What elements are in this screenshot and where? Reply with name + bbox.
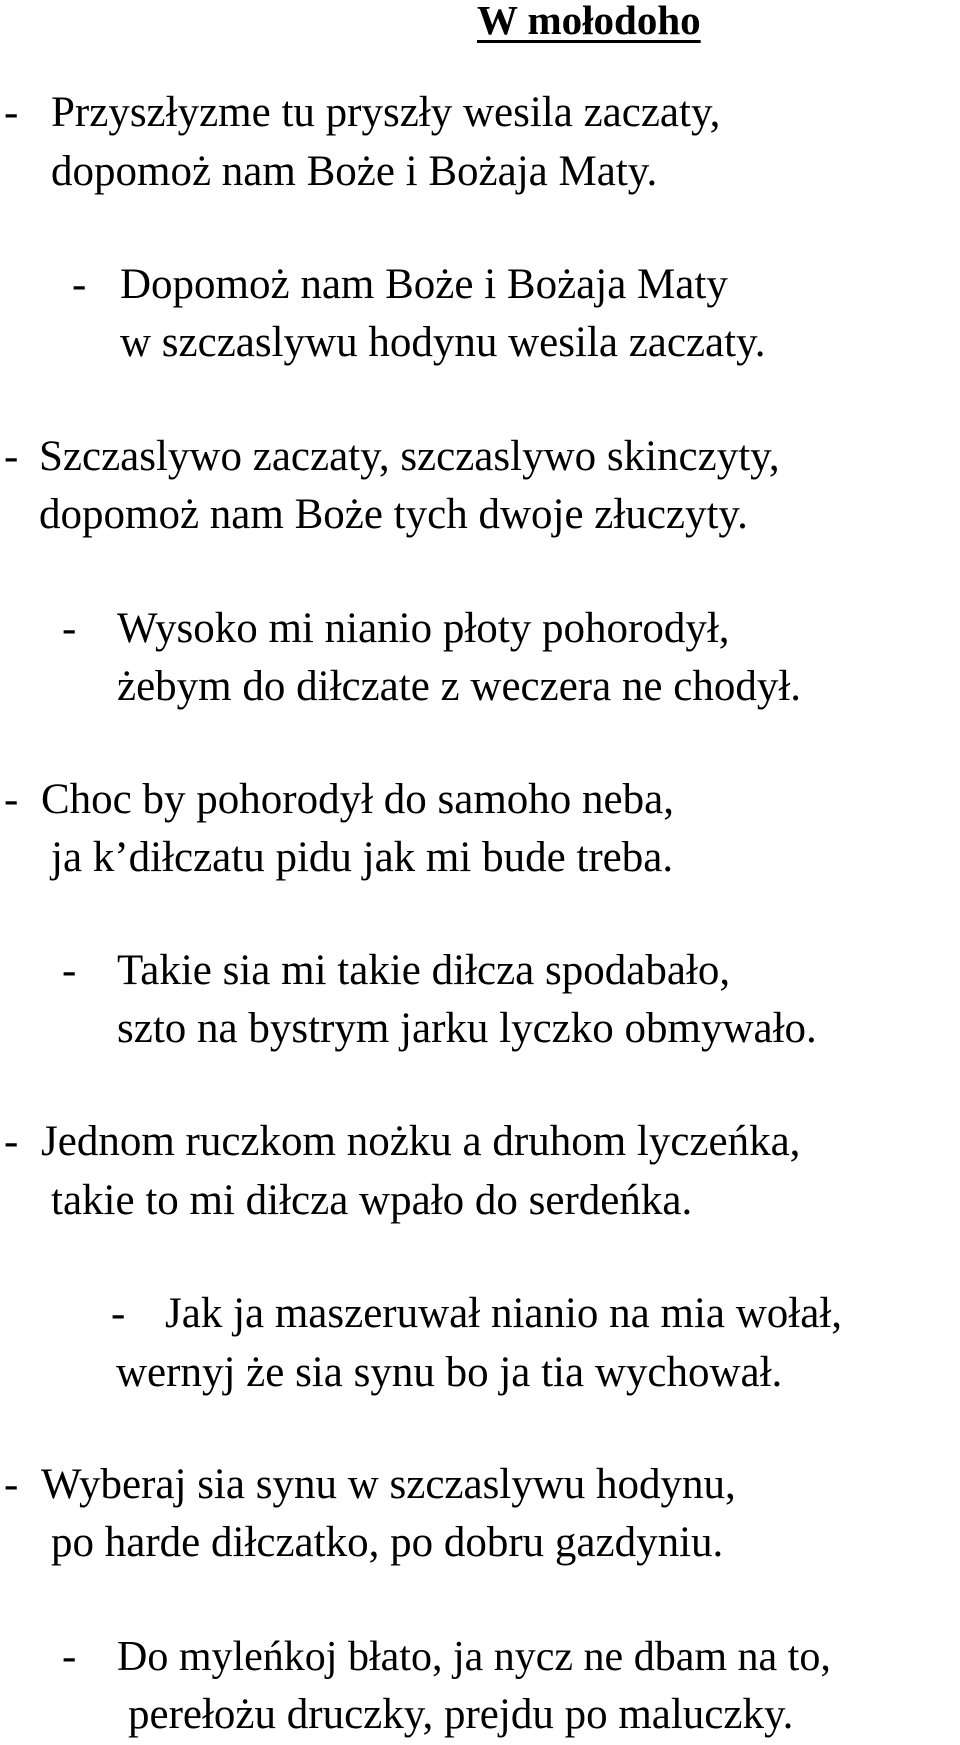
stanza-3-dash: - bbox=[4, 433, 19, 480]
stanza-7-dash: - bbox=[4, 1118, 19, 1165]
stanza-6-line-2: szto na bystrym jarku lyczko obmywało. bbox=[117, 1005, 817, 1052]
stanza-8-line-1: Jak ja maszeruwał nianio na mia wołał, bbox=[165, 1290, 843, 1337]
stanza-4-line-2: żebym do diłczate z weczera ne chodył. bbox=[117, 663, 802, 710]
stanza-1-line-1: Przyszłyzme tu pryszły wesila zaczaty, bbox=[51, 89, 721, 136]
stanza-3-line-2: dopomoż nam Boże tych dwoje złuczyty. bbox=[39, 491, 748, 538]
stanza-7-line-2: takie to mi diłcza wpało do serdeńka. bbox=[51, 1177, 693, 1224]
stanza-3-line-1: Szczaslywo zaczaty, szczaslywo skinczyty, bbox=[39, 433, 780, 480]
stanza-2-line-1: Dopomoż nam Boże i Bożaja Maty bbox=[120, 261, 728, 308]
stanza-4-line-1: Wysoko mi nianio płoty pohorodył, bbox=[117, 605, 730, 652]
stanza-1-dash: - bbox=[4, 89, 19, 136]
stanza-6-line-1: Takie sia mi takie diłcza spodabało, bbox=[117, 947, 731, 994]
stanza-9-line-1: Wyberaj sia synu w szczaslywu hodynu, bbox=[41, 1461, 736, 1508]
stanza-1-line-2: dopomoż nam Boże i Bożaja Maty. bbox=[51, 148, 658, 195]
stanza-8-line-2: wernyj że sia synu bo ja tia wychował. bbox=[116, 1349, 783, 1396]
stanza-2-line-2: w szczaslywu hodynu wesila zaczaty. bbox=[120, 319, 766, 366]
stanza-9-dash: - bbox=[4, 1461, 19, 1508]
stanza-10-line-2: perełożu druczky, prejdu po maluczky. bbox=[128, 1691, 794, 1738]
stanza-10-line-1: Do myleńkoj błato, ja nycz ne dbam na to, bbox=[117, 1634, 831, 1680]
stanza-2-dash: - bbox=[72, 261, 87, 308]
stanza-9-line-2: po harde diłczatko, po dobru gazdyniu. bbox=[51, 1519, 724, 1566]
stanza-10-dash: - bbox=[62, 1633, 77, 1680]
stanza-5-dash: - bbox=[4, 776, 19, 823]
poem-title: W mołodoho bbox=[477, 0, 701, 43]
stanza-8-dash: - bbox=[111, 1290, 126, 1337]
stanza-6-dash: - bbox=[62, 947, 77, 994]
stanza-4-dash: - bbox=[62, 605, 77, 652]
stanza-7-line-1: Jednom ruczkom nożku a druhom lyczeńka, bbox=[41, 1118, 801, 1165]
stanza-5-line-2: ja k’diłczatu pidu jak mi bude treba. bbox=[51, 834, 674, 881]
stanza-5-line-1: Choc by pohorodył do samoho neba, bbox=[41, 776, 674, 823]
